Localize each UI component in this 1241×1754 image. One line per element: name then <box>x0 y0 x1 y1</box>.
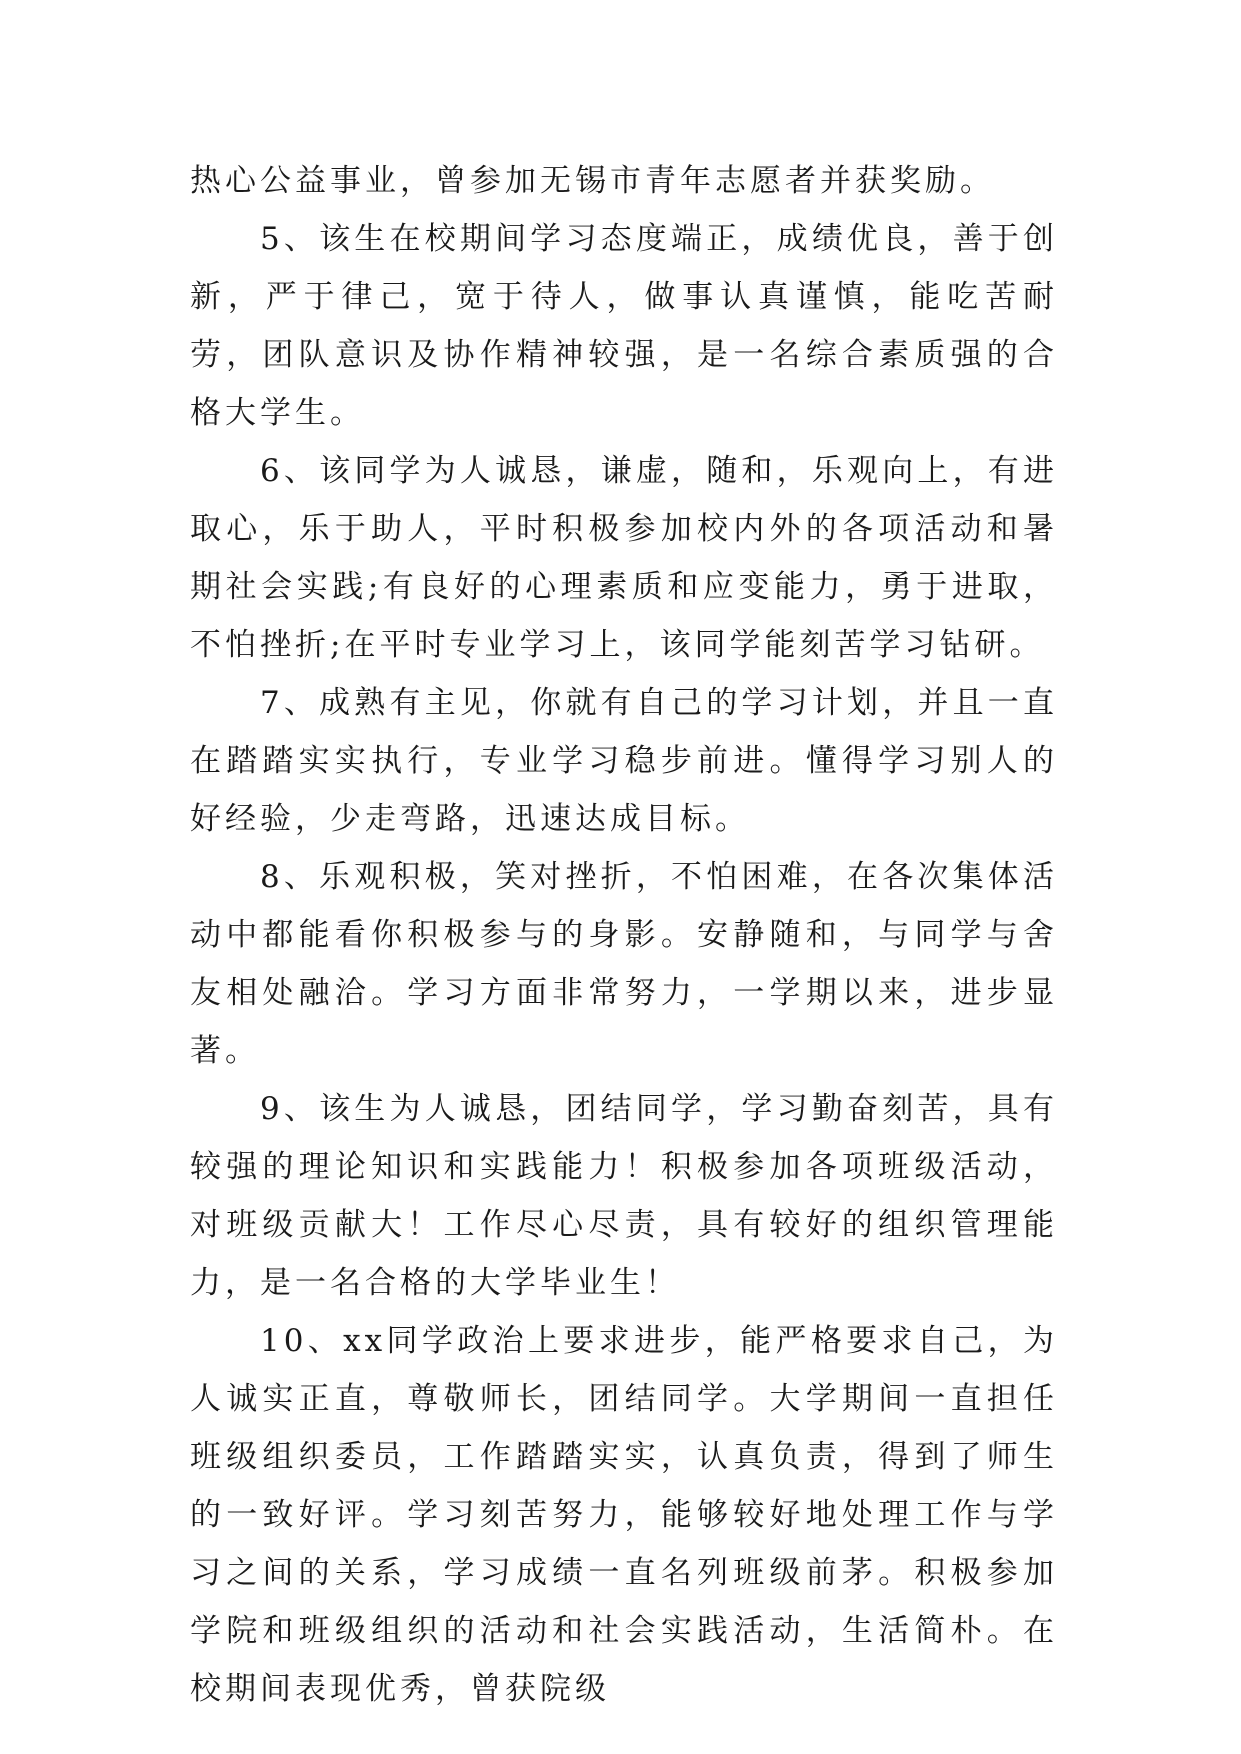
paragraph-item-7: 7、成熟有主见，你就有自己的学习计划，并且一直在踏踏实实执行，专业学习稳步前进。懂得学习别人的好经验，少走弯路，迅速达成目标。 <box>190 685 1058 837</box>
paragraph-item-8: 8、乐观积极，笑对挫折，不怕困难，在各次集体活动中都能看你积极参与的身影。安静随和，与同学与舍友相处融洽。学习方面非常努力，一学期以来，进步显著。 <box>190 859 1058 1069</box>
paragraph-item-9: 9、该生为人诚恳，团结同学，学习勤奋刻苦，具有较强的理论知识和实践能力！积极参加各项班级活动，对班级贡献大！工作尽心尽责，具有较好的组织管理能力，是一名合格的大学毕业生！ <box>190 1091 1058 1301</box>
paragraph-item-5: 5、该生在校期间学习态度端正，成绩优良，善于创新，严于律己，宽于待人，做事认真谨慎，能吃苦耐劳，团队意识及协作精神较强，是一名综合素质强的合格大学生。 <box>190 221 1058 431</box>
document-body <box>190 152 1058 1718</box>
paragraph-continuation: 热心公益事业，曾参加无锡市青年志愿者并获奖励。 <box>190 163 995 199</box>
paragraph-item-6: 6、该同学为人诚恳，谦虚，随和，乐观向上，有进取心，乐于助人，平时积极参加校内外的各项活动和暑期社会实践;有良好的心理素质和应变能力，勇于进取，不怕挫折;在平时专业学习上，该同学能刻苦学习钻研。 <box>190 453 1058 663</box>
paragraph-item-10: 10、xx同学政治上要求进步，能严格要求自己，为人诚实正直，尊敬师长，团结同学。大学期间一直担任班级组织委员，工作踏踏实实，认真负责，得到了师生的一致好评。学习刻苦努力，能够较好地处理工作与学习之间的关系，学习成绩一直名列班级前茅。积极参加学院和班级组织的活动和社会实践活动，生活简朴。在校期间表现优秀，曾获院级 <box>190 1323 1058 1707</box>
